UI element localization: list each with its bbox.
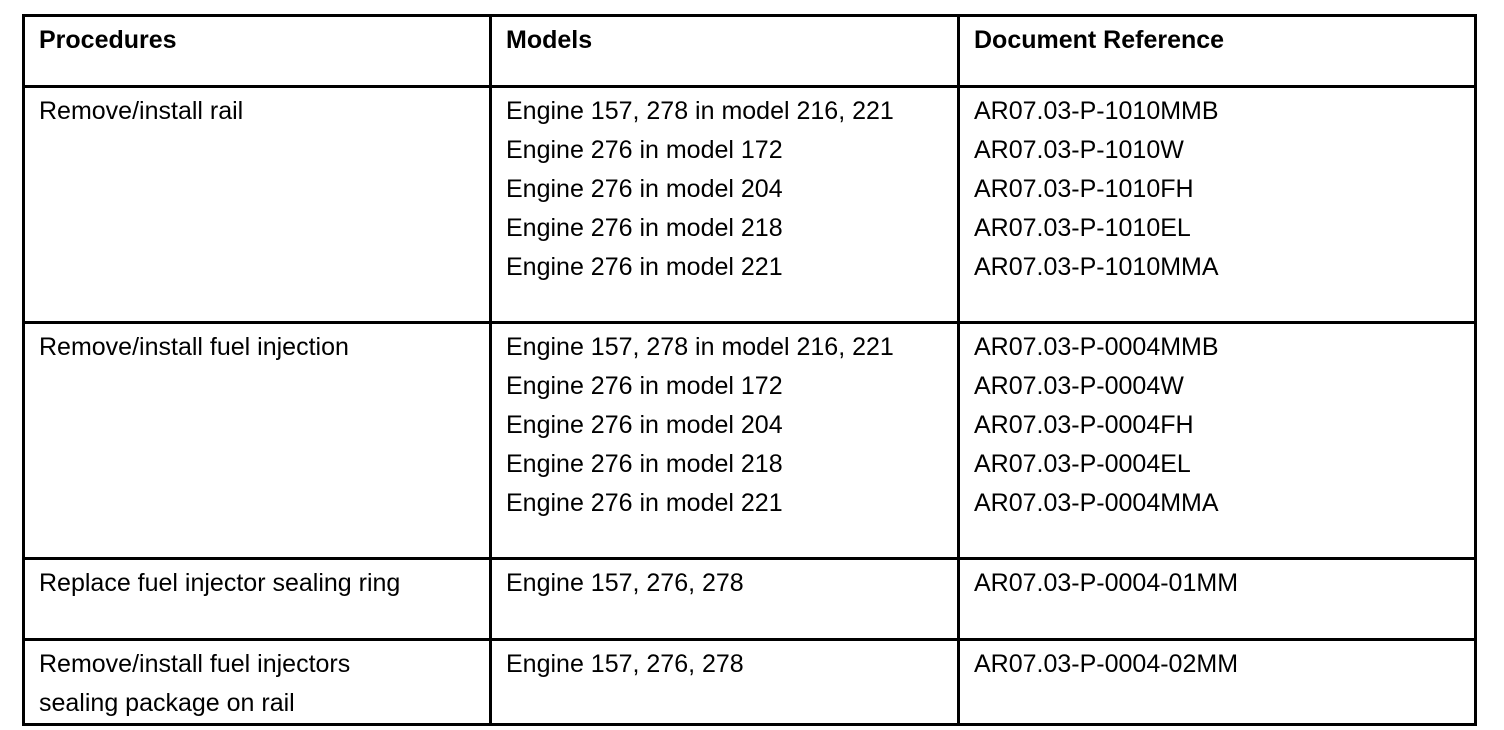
model-line: Engine 157, 276, 278 — [506, 569, 744, 597]
table-row — [24, 87, 1476, 323]
document-reference: AR07.03-P-0004FH — [974, 411, 1194, 439]
model-line: Engine 157, 276, 278 — [506, 650, 744, 678]
model-line: Engine 276 in model 204 — [506, 411, 783, 439]
model-line: Engine 276 in model 204 — [506, 175, 783, 203]
model-line: Engine 276 in model 172 — [506, 372, 783, 400]
table-header-row — [24, 16, 1476, 87]
table-row — [24, 559, 1476, 640]
header-document-reference: Document Reference — [959, 16, 1476, 87]
table-row — [24, 640, 1476, 725]
document-reference: AR07.03-P-0004-02MM — [974, 650, 1239, 678]
document-reference: AR07.03-P-0004EL — [974, 450, 1191, 478]
models-cell — [491, 559, 959, 640]
procedure-cell — [24, 87, 491, 323]
header-models: Models — [491, 16, 959, 87]
models-cell — [491, 640, 959, 725]
procedure-cell — [24, 323, 491, 559]
document-reference: AR07.03-P-0004MMA — [974, 489, 1219, 517]
model-line: Engine 276 in model 218 — [506, 450, 783, 478]
model-line: Engine 276 in model 172 — [506, 136, 783, 164]
model-line: Engine 276 in model 218 — [506, 214, 783, 242]
document-reference: AR07.03-P-1010FH — [974, 175, 1194, 203]
model-line: Engine 276 in model 221 — [506, 489, 783, 517]
procedures-table — [22, 14, 1477, 726]
procedure-cell — [24, 640, 491, 725]
model-line: Engine 157, 278 in model 216, 221 — [506, 97, 894, 125]
document-reference: AR07.03-P-0004W — [974, 372, 1184, 400]
document-reference: AR07.03-P-0004-01MM — [974, 569, 1239, 597]
table-row — [24, 323, 1476, 559]
document-reference: AR07.03-P-0004MMB — [974, 333, 1219, 361]
document-reference: AR07.03-P-1010MMB — [974, 97, 1219, 125]
reference-cell — [959, 640, 1476, 725]
document-reference: AR07.03-P-1010EL — [974, 214, 1191, 242]
procedure-cell — [24, 559, 491, 640]
document-reference: AR07.03-P-1010W — [974, 136, 1184, 164]
procedure-text: Remove/install fuel injectors — [39, 650, 351, 678]
models-cell — [491, 87, 959, 323]
header-procedures: Procedures — [24, 16, 491, 87]
procedure-text: sealing package on rail — [39, 689, 295, 717]
procedure-text: Replace fuel injector sealing ring — [39, 569, 401, 597]
reference-cell — [959, 559, 1476, 640]
procedure-text: Remove/install rail — [39, 97, 244, 125]
model-line: Engine 276 in model 221 — [506, 253, 783, 281]
document-reference: AR07.03-P-1010MMA — [974, 253, 1219, 281]
reference-cell — [959, 87, 1476, 323]
procedure-text: Remove/install fuel injection — [39, 333, 349, 361]
reference-cell — [959, 323, 1476, 559]
model-line: Engine 157, 278 in model 216, 221 — [506, 333, 894, 361]
models-cell — [491, 323, 959, 559]
